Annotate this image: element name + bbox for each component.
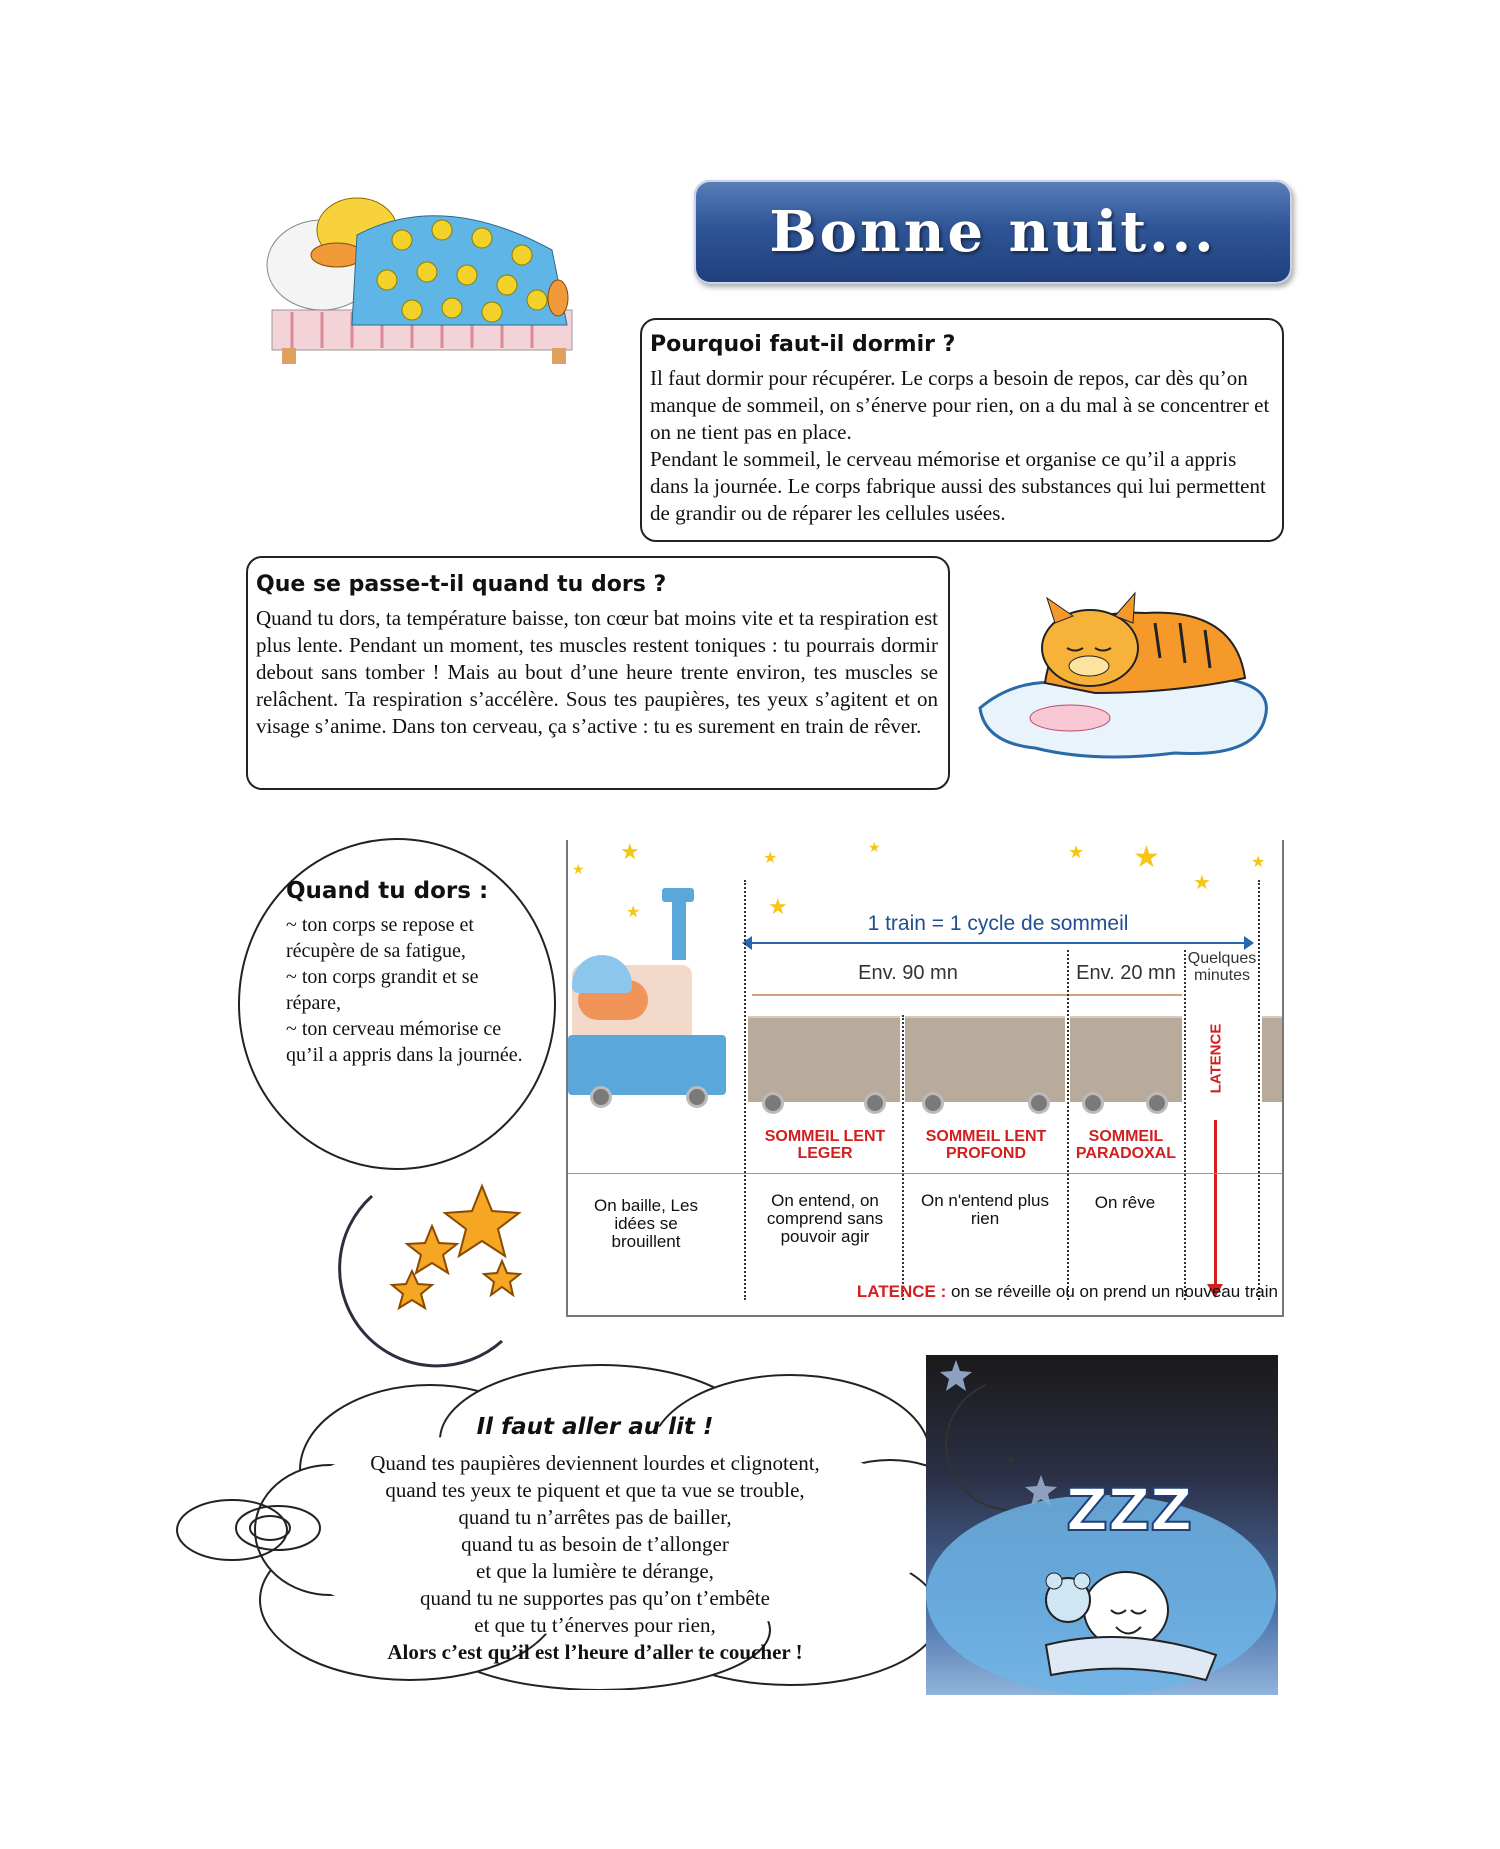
star-icon: ★: [1193, 870, 1211, 894]
phase-separator: [1258, 880, 1260, 1300]
night-scene: [926, 1355, 1278, 1695]
sleeping-cat-illustration: [975, 568, 1285, 768]
cycle-arrow: [746, 942, 1246, 944]
bedtime-line: Quand tes paupières deviennent lourdes et clignotent,: [370, 1451, 820, 1475]
why-sleep-paragraph-1: Il faut dormir pour récupérer. Le corps a besoin de repos, car dès qu’on manque de sommeil, on s’énerve pour rien, on a du mal à se concentrer et on ne tient pas en place.: [650, 366, 1270, 444]
wheel: [1146, 1092, 1168, 1114]
duration-90-label: Env. 90 mn: [828, 962, 988, 985]
phase-separator: [1067, 950, 1069, 1300]
what-happens-heading: Que se passe-t-il quand tu dors ?: [256, 572, 667, 597]
cycle-label: 1 train = 1 cycle de sommeil: [867, 912, 1129, 935]
footer-latence-label: LATENCE :: [856, 1282, 947, 1301]
train-car-light-sleep: [748, 1016, 900, 1102]
driver-nightcap: [572, 955, 632, 993]
latence-vertical-label: LATENCE: [1207, 1023, 1225, 1094]
phase-name-light: SOMMEIL LENT LEGER: [764, 1128, 886, 1162]
when-sleeping-content: [286, 878, 526, 1068]
star-icon: ★: [763, 848, 778, 867]
bedtime-line: quand tes yeux te piquent et que ta vue se trouble,: [385, 1478, 805, 1502]
engine-body: [568, 1035, 726, 1095]
bedtime-line: quand tu as besoin de t’allonger: [461, 1532, 729, 1556]
star-icon: ★: [868, 840, 881, 856]
wheel: [590, 1086, 612, 1108]
duration-minutes-label: Quelques minutes: [1187, 950, 1257, 984]
wheel: [686, 1086, 708, 1108]
bedtime-line: quand tu n’arrêtes pas de bailler,: [458, 1505, 732, 1529]
phase-separator: [902, 1015, 904, 1300]
diagram-footer: [778, 1282, 1278, 1302]
what-happens-paragraph: Quand tu dors, ta température baisse, ton cœur bat moins vite et ta respiration est plus lente. Pendant un moment, tes muscles restent toniques : tu pourrais dormir debout sans tomber ! Mais au bout d’une heure trente environ, tes muscles se relâchent. Ta respiration s’accélère. Sous tes paupières, tes yeux s’agitent et on visage s’anime. Dans ton cerveau, ça s’active : tu es surement en train de rêver.: [256, 606, 938, 738]
star-icon: ★: [626, 902, 641, 921]
why-sleep-heading: Pourquoi faut-il dormir ?: [650, 332, 956, 357]
phase-description-drowsy: On baille, Les idées se brouillent: [594, 1196, 698, 1251]
star-icon: ★: [1068, 842, 1085, 863]
bedtime-closing: Alors c’est qu’il est l’heure d’aller te coucher !: [387, 1640, 803, 1664]
engine-chimney: [672, 900, 686, 960]
when-sleeping-item-1: ~ ton corps se repose et récupère de sa fatigue,: [286, 914, 474, 962]
wheel: [1082, 1092, 1104, 1114]
zzz-icon: ZZZ: [1066, 1476, 1193, 1544]
why-sleep-box: [640, 318, 1284, 542]
diagram-divider: [568, 1173, 1282, 1174]
train-car-next: [1262, 1016, 1282, 1102]
phase-description-deep: On n'entend plus rien: [920, 1191, 1049, 1228]
bedtime-heading: Il faut aller au lit !: [476, 1414, 714, 1440]
train-car-deep-sleep: [905, 1016, 1065, 1102]
duration-20-line: [1068, 994, 1182, 996]
bedtime-content: [330, 1414, 860, 1666]
when-sleeping-item-3: ~ ton cerveau mémorise ce qu’il a appris dans la journée.: [286, 1018, 523, 1066]
wheel: [922, 1092, 944, 1114]
phase-description-light: On entend, on comprend sans pouvoir agir: [766, 1191, 884, 1246]
phase-description-paradoxal: On rêve: [1094, 1193, 1156, 1212]
latence-arrow: [1214, 1120, 1217, 1290]
phase-name-deep: SOMMEIL LENT PROFOND: [925, 1128, 1047, 1162]
sleeping-child-illustration: [926, 1355, 1278, 1695]
phase-name-paradoxal: SOMMEIL PARADOXAL: [1075, 1128, 1177, 1162]
when-sleeping-heading: Quand tu dors :: [286, 878, 489, 904]
why-sleep-paragraph-2: Pendant le sommeil, le cerveau mémorise et organise ce qu’il a appris dans la journée. Le corps fabrique aussi des substances qui lui permettent de grandir ou de réparer les cellules usées.: [650, 447, 1266, 525]
duration-20-label: Env. 20 mn: [1066, 962, 1186, 985]
star-icon: ★: [1133, 840, 1160, 875]
phase-separator: [744, 880, 746, 1300]
bedtime-line: et que la lumière te dérange,: [476, 1559, 714, 1583]
wheel: [762, 1092, 784, 1114]
duration-90-line: [752, 994, 1074, 996]
phase-separator: [1184, 950, 1186, 1300]
star-icon: ★: [572, 862, 585, 878]
wheel: [1028, 1092, 1050, 1114]
sleeping-duck-illustration: [262, 180, 592, 390]
moon-stars-illustration: [302, 1176, 562, 1376]
train-car-paradoxal-sleep: [1070, 1016, 1182, 1102]
star-icon: ★: [768, 895, 788, 920]
bedtime-line: et que tu t’énerves pour rien,: [474, 1613, 716, 1637]
page-title: Bonne nuit...: [769, 199, 1217, 265]
cycle-arrow-head-right: [1244, 936, 1254, 950]
wheel: [864, 1092, 886, 1114]
what-happens-box: [246, 556, 950, 790]
when-sleeping-item-2: ~ ton corps grandit et se répare,: [286, 966, 479, 1014]
sleep-cycle-diagram: [566, 840, 1284, 1317]
footer-latence-text: on se réveille ou on prend un nouveau train: [950, 1282, 1278, 1301]
star-icon: ★: [1251, 852, 1266, 871]
bedtime-line: quand tu ne supportes pas qu’on t’embête: [420, 1586, 770, 1610]
page-title-banner: [694, 180, 1292, 284]
star-icon: ★: [620, 840, 640, 865]
